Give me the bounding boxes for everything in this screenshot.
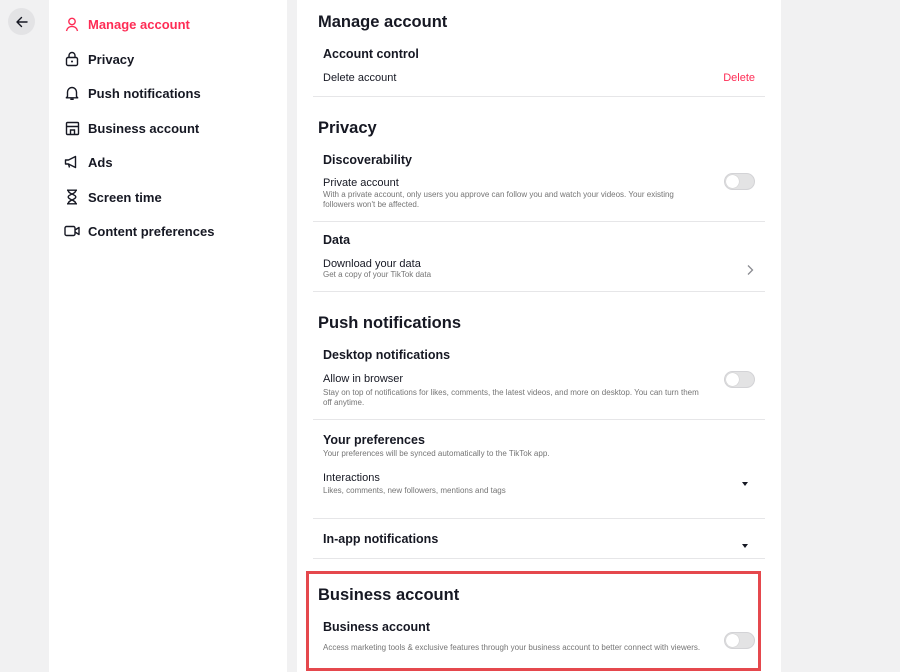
section-title-push-notifications: Push notifications	[318, 314, 462, 332]
sidebar-item-label: Push notifications	[88, 85, 201, 101]
sidebar-item-push-notifications[interactable]	[64, 81, 201, 105]
sidebar-item-label: Ads	[88, 154, 113, 170]
private-account-description: With a private account, only users you approve can follow you and watch your videos. Your existing followers won't be affected.	[323, 190, 674, 209]
back-button[interactable]	[8, 8, 35, 35]
section-title-manage-account: Manage account	[318, 13, 448, 31]
sidebar-item-business-account[interactable]	[64, 116, 199, 140]
interactions-label[interactable]: Interactions	[323, 472, 380, 484]
divider	[313, 291, 765, 292]
sidebar-item-screen-time[interactable]	[64, 185, 162, 209]
caret-down-icon[interactable]	[741, 543, 749, 549]
section-title-business-account: Business account	[318, 586, 460, 604]
sidebar-item-privacy[interactable]	[64, 47, 134, 71]
sidebar-item-label: Screen time	[88, 189, 162, 205]
sidebar-item-label: Manage account	[88, 16, 190, 32]
section-title-privacy: Privacy	[318, 119, 377, 137]
divider	[313, 518, 765, 519]
hourglass-icon	[64, 188, 80, 206]
subsection-data: Data	[323, 233, 351, 247]
sidebar-item-content-preferences[interactable]	[64, 219, 214, 243]
subsection-in-app-notifications[interactable]: In-app notifications	[323, 532, 439, 546]
video-icon	[64, 222, 80, 240]
business-account-label: Business account	[323, 620, 430, 634]
lock-icon	[64, 50, 80, 68]
subsection-discoverability: Discoverability	[323, 153, 412, 167]
your-preferences-description: Your preferences will be synced automatically to the TikTok app.	[323, 449, 550, 458]
subsection-desktop-notifications: Desktop notifications	[323, 348, 451, 362]
chevron-right-icon[interactable]	[746, 264, 754, 276]
business-account-description: Access marketing tools & exclusive features through your business account to better connect with viewers.	[323, 643, 701, 652]
interactions-description: Likes, comments, new followers, mentions and tags	[323, 486, 506, 495]
sidebar-item-label: Privacy	[88, 51, 135, 67]
private-account-label: Private account	[323, 177, 399, 189]
sidebar-item-manage-account[interactable]	[64, 12, 190, 36]
toggle-knob	[726, 175, 739, 188]
sidebar-item-ads[interactable]	[64, 150, 113, 174]
arrow-left-icon	[15, 15, 29, 29]
allow-in-browser-description: Stay on top of notifications for likes, comments, the latest videos, and more on desktop. You can turn them off anytime.	[323, 388, 699, 407]
divider	[313, 558, 765, 559]
divider	[313, 221, 765, 222]
subsection-your-preferences: Your preferences	[323, 433, 425, 447]
delete-account-label: Delete account	[323, 72, 397, 84]
download-data-label[interactable]: Download your data	[323, 258, 421, 270]
private-account-toggle[interactable]	[724, 173, 755, 190]
allow-in-browser-toggle[interactable]	[724, 371, 755, 388]
delete-account-link[interactable]: Delete	[723, 72, 755, 84]
megaphone-icon	[64, 153, 80, 171]
sidebar-item-label: Content preferences	[88, 223, 215, 239]
sidebar-item-label: Business account	[88, 120, 200, 136]
bell-icon	[64, 84, 80, 102]
download-data-description: Get a copy of your TikTok data	[323, 270, 432, 279]
caret-down-icon[interactable]	[741, 481, 749, 487]
user-icon	[64, 15, 80, 33]
divider	[313, 419, 765, 420]
toggle-knob	[726, 373, 739, 386]
settings-sidebar	[49, 0, 287, 672]
subsection-account-control: Account control	[323, 47, 419, 61]
divider	[313, 96, 765, 97]
highlight-box	[306, 571, 761, 671]
allow-in-browser-label: Allow in browser	[323, 373, 404, 385]
store-icon	[64, 119, 80, 137]
